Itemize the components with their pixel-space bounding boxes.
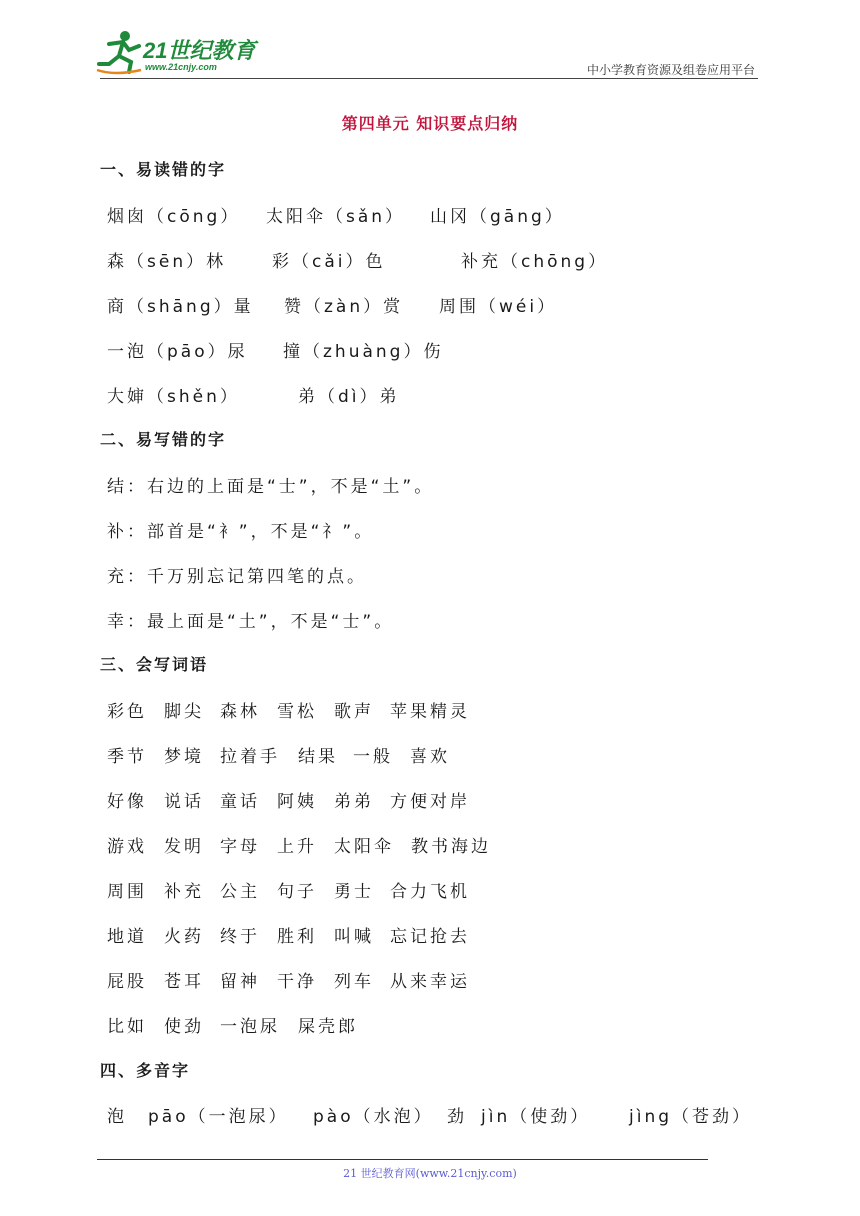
word-item: 火药 bbox=[164, 927, 204, 947]
word-item: 列车 bbox=[334, 972, 374, 992]
word-item: 忘记抢去 bbox=[390, 927, 470, 947]
word-item: 喜欢 bbox=[410, 747, 450, 767]
word-item: 勇士 bbox=[334, 882, 374, 902]
word-item: 教书海边 bbox=[411, 837, 491, 857]
word-item: 屎壳郎 bbox=[298, 1017, 358, 1037]
word-item: 屁股 bbox=[107, 972, 147, 992]
polyphone-char: 泡 bbox=[107, 1107, 127, 1127]
word-item: 一泡尿 bbox=[220, 1017, 280, 1037]
word-item: 阿姨 bbox=[277, 792, 317, 812]
page-header bbox=[0, 0, 860, 90]
word-item: 苹果精灵 bbox=[390, 702, 470, 722]
word-item: 一般 bbox=[353, 747, 393, 767]
header-platform-text: 中小学教育资源及组卷应用平台 bbox=[586, 63, 755, 77]
pinyin-item: 弟（dì）弟 bbox=[298, 387, 400, 407]
pinyin-item: 太阳伞（sǎn） bbox=[266, 207, 406, 227]
pinyin-row bbox=[107, 382, 400, 407]
header-divider bbox=[100, 78, 758, 79]
logo-url: www.21cnjy.com bbox=[145, 62, 217, 72]
word-item: 季节 bbox=[107, 747, 147, 767]
pinyin-item: 彩（cǎi）色 bbox=[272, 252, 386, 272]
polyphone-reading: jìn（使劲） bbox=[481, 1107, 591, 1127]
pinyin-row bbox=[107, 202, 565, 227]
footer-text: 21 世纪教育网(www.21cnjy.com) bbox=[343, 1167, 517, 1180]
word-item: 胜利 bbox=[277, 927, 317, 947]
word-item: 从来幸运 bbox=[390, 972, 470, 992]
pinyin-row bbox=[107, 292, 557, 317]
word-item: 雪松 bbox=[277, 702, 317, 722]
polyphone-row bbox=[107, 1102, 752, 1127]
pinyin-item: 补充（chōng） bbox=[461, 252, 609, 272]
pinyin-item: 烟囱（cōng） bbox=[107, 207, 241, 227]
section-heading-1: 一、易读错的字 bbox=[100, 160, 227, 179]
word-item: 合力飞机 bbox=[390, 882, 470, 902]
word-item: 发明 bbox=[164, 837, 204, 857]
brand-logo bbox=[95, 30, 265, 80]
writing-note: 充：千万别忘记第四笔的点。 bbox=[107, 567, 367, 587]
word-item: 周围 bbox=[107, 882, 147, 902]
word-row bbox=[107, 697, 470, 722]
word-item: 干净 bbox=[277, 972, 317, 992]
pinyin-item: 森（sēn）林 bbox=[107, 252, 227, 272]
footer-divider bbox=[97, 1159, 708, 1160]
word-row bbox=[107, 967, 470, 992]
word-item: 脚尖 bbox=[164, 702, 204, 722]
word-item: 使劲 bbox=[164, 1017, 204, 1037]
polyphone-reading: pào（水泡） bbox=[313, 1107, 434, 1127]
word-row bbox=[107, 922, 470, 947]
logo-text: 21世纪教育 bbox=[143, 38, 256, 63]
word-item: 补充 bbox=[164, 882, 204, 902]
word-item: 童话 bbox=[220, 792, 260, 812]
word-item: 句子 bbox=[277, 882, 317, 902]
word-item: 太阳伞 bbox=[334, 837, 394, 857]
pinyin-item: 大婶（shěn） bbox=[107, 387, 240, 407]
word-item: 字母 bbox=[220, 837, 260, 857]
pinyin-row bbox=[107, 247, 608, 272]
writing-note: 补：部首是“衤”，不是“礻”。 bbox=[107, 522, 375, 542]
word-item: 结果 bbox=[298, 747, 338, 767]
word-item: 彩色 bbox=[107, 702, 147, 722]
pinyin-item: 撞（zhuàng）伤 bbox=[283, 342, 444, 362]
runner-logo-icon bbox=[95, 30, 143, 76]
word-item: 比如 bbox=[107, 1017, 147, 1037]
word-row bbox=[107, 787, 470, 812]
word-item: 叫喊 bbox=[334, 927, 374, 947]
pinyin-item: 商（shāng）量 bbox=[107, 297, 254, 317]
word-item: 苍耳 bbox=[164, 972, 204, 992]
word-item: 好像 bbox=[107, 792, 147, 812]
pinyin-row bbox=[107, 337, 443, 362]
page-title: 第四单元 知识要点归纳 bbox=[341, 114, 519, 133]
word-row bbox=[107, 742, 450, 767]
polyphone-reading: jìng（苍劲） bbox=[629, 1107, 753, 1127]
writing-note: 幸：最上面是“土”，不是“士”。 bbox=[107, 612, 395, 632]
word-item: 上升 bbox=[277, 837, 317, 857]
word-row bbox=[107, 832, 491, 857]
word-item: 歌声 bbox=[334, 702, 374, 722]
section-heading-2: 二、易写错的字 bbox=[100, 430, 227, 449]
word-item: 弟弟 bbox=[334, 792, 374, 812]
word-item: 梦境 bbox=[164, 747, 204, 767]
word-item: 方便对岸 bbox=[390, 792, 470, 812]
word-item: 地道 bbox=[107, 927, 147, 947]
word-row bbox=[107, 1012, 358, 1037]
word-row bbox=[107, 877, 470, 902]
pinyin-item: 赞（zàn）赏 bbox=[284, 297, 404, 317]
section-heading-4: 四、多音字 bbox=[100, 1061, 191, 1080]
pinyin-item: 山冈（gāng） bbox=[430, 207, 565, 227]
polyphone-char: 劲 bbox=[447, 1107, 467, 1127]
word-item: 终于 bbox=[220, 927, 260, 947]
word-item: 说话 bbox=[164, 792, 204, 812]
section-heading-3: 三、会写词语 bbox=[100, 655, 209, 674]
pinyin-item: 周围（wéi） bbox=[439, 297, 558, 317]
word-item: 森林 bbox=[220, 702, 260, 722]
word-item: 留神 bbox=[220, 972, 260, 992]
polyphone-reading: pāo（一泡尿） bbox=[148, 1107, 289, 1127]
pinyin-item: 一泡（pāo）尿 bbox=[107, 342, 248, 362]
word-item: 游戏 bbox=[107, 837, 147, 857]
word-item: 公主 bbox=[220, 882, 260, 902]
writing-note: 结：右边的上面是“士”，不是“土”。 bbox=[107, 477, 435, 497]
word-item: 拉着手 bbox=[220, 747, 280, 767]
